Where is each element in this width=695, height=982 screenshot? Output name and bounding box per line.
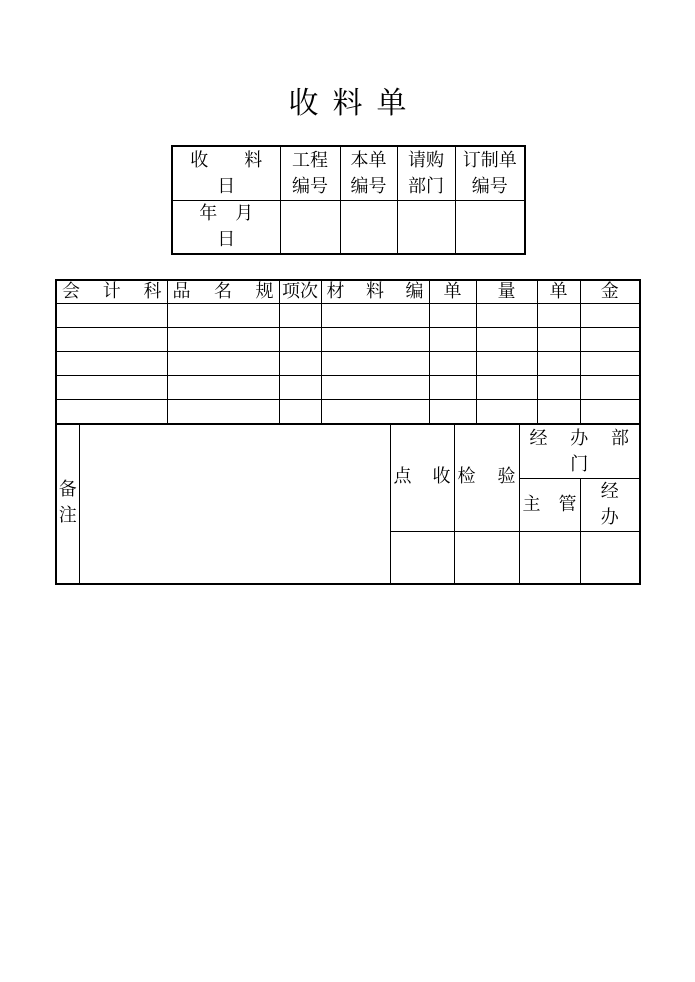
count-receive-char: 收 [432, 466, 451, 487]
table-cell[interactable] [537, 376, 580, 400]
table-cell[interactable] [476, 328, 537, 352]
table-cell[interactable] [580, 352, 640, 376]
handling-dept-char: 部 [611, 428, 629, 449]
supervisor-header [519, 479, 580, 532]
table-cell[interactable] [279, 352, 321, 376]
table-cell[interactable] [580, 400, 640, 425]
receipt-date-header-line2: 日 [217, 176, 236, 197]
table-cell[interactable] [537, 400, 580, 425]
inspection-header [454, 424, 519, 532]
count-receive-sign-cell[interactable] [390, 532, 454, 584]
table-cell[interactable] [167, 376, 279, 400]
col-amount-header: 金 [580, 280, 640, 304]
col-account-char: 会 [62, 281, 80, 302]
table-cell[interactable] [580, 304, 640, 328]
handling-dept-char: 经 [529, 428, 548, 449]
handling-dept-char: 门 [570, 454, 589, 475]
table-cell[interactable] [537, 328, 580, 352]
supervisor-char: 管 [558, 494, 577, 515]
handler-char: 办 [600, 507, 619, 528]
table-cell[interactable] [476, 304, 537, 328]
project-no-header-line1: 工程 [292, 150, 328, 171]
col-product-char: 名 [214, 281, 232, 302]
table-row [56, 328, 640, 352]
order-no-header-line2: 编号 [471, 176, 508, 197]
receipt-date-cell[interactable] [172, 201, 280, 255]
supervisor-char: 主 [522, 494, 541, 515]
table-cell[interactable] [321, 328, 429, 352]
col-quantity-header: 量 [476, 280, 537, 304]
inspection-char: 检 [457, 466, 476, 487]
order-no-cell[interactable] [455, 201, 525, 255]
table-cell[interactable] [279, 328, 321, 352]
handling-dept-header [519, 424, 640, 479]
date-year-month-label: 年 月 [199, 203, 254, 224]
table-cell[interactable] [476, 376, 537, 400]
table-cell[interactable] [476, 400, 537, 425]
col-unit-price-header: 单 [537, 280, 580, 304]
remark-field[interactable] [79, 424, 390, 584]
col-product-char: 品 [172, 281, 191, 302]
table-cell[interactable] [476, 352, 537, 376]
table-row [56, 376, 640, 400]
table-row [56, 400, 640, 425]
table-cell[interactable] [537, 352, 580, 376]
doc-no-header [340, 146, 397, 201]
remark-label [56, 424, 79, 584]
doc-no-cell[interactable] [340, 201, 397, 255]
table-cell[interactable] [56, 352, 167, 376]
table-cell[interactable] [167, 352, 279, 376]
col-account-header [56, 280, 167, 304]
remarks-signoff-table [55, 423, 641, 585]
requesting-dept-cell[interactable] [397, 201, 455, 255]
table-cell[interactable] [56, 328, 167, 352]
receipt-date-header [172, 146, 280, 201]
col-unit-header: 单 [429, 280, 476, 304]
col-account-char: 计 [102, 281, 121, 302]
table-cell[interactable] [580, 376, 640, 400]
table-cell[interactable] [56, 304, 167, 328]
doc-no-header-line1: 本单 [350, 150, 387, 171]
count-receive-char: 点 [393, 466, 412, 487]
table-cell[interactable] [537, 304, 580, 328]
order-no-header-line1: 订制单 [462, 150, 517, 171]
order-no-header [455, 146, 525, 201]
remark-label-char: 备 [58, 479, 77, 501]
table-cell[interactable] [279, 400, 321, 425]
table-cell[interactable] [580, 328, 640, 352]
supervisor-sign-cell[interactable] [519, 532, 580, 584]
col-item-no-header: 项次 [279, 280, 321, 304]
requesting-dept-header-line2: 部门 [408, 176, 444, 197]
col-account-char: 科 [143, 281, 162, 302]
col-material-char: 材 [326, 281, 345, 302]
remark-label-char: 注 [58, 505, 77, 527]
date-day-label: 日 [217, 229, 236, 250]
table-cell[interactable] [279, 376, 321, 400]
col-product-char: 规 [255, 281, 274, 302]
handler-header [580, 479, 640, 532]
project-no-cell[interactable] [280, 201, 340, 255]
table-cell[interactable] [321, 352, 429, 376]
receipt-date-header-line1: 收 料 [190, 150, 263, 171]
table-row [56, 304, 640, 328]
table-row [56, 352, 640, 376]
doc-no-header-line2: 编号 [350, 176, 387, 197]
table-cell[interactable] [167, 304, 279, 328]
material-items-table [55, 279, 641, 425]
requesting-dept-header-line1: 请购 [408, 150, 444, 171]
table-cell[interactable] [167, 328, 279, 352]
count-receive-header [390, 424, 454, 532]
project-no-header-line2: 编号 [292, 176, 328, 197]
table-cell[interactable] [321, 376, 429, 400]
inspection-sign-cell[interactable] [454, 532, 519, 584]
table-cell[interactable] [56, 376, 167, 400]
table-cell[interactable] [429, 304, 476, 328]
handler-char: 经 [600, 481, 619, 502]
table-cell[interactable] [321, 400, 429, 425]
receipt-info-table [171, 145, 526, 255]
table-cell[interactable] [167, 400, 279, 425]
col-material-char: 编 [405, 281, 424, 302]
handling-dept-char: 办 [570, 428, 589, 449]
handler-sign-cell[interactable] [580, 532, 640, 584]
project-no-header [280, 146, 340, 201]
col-product-header [167, 280, 279, 304]
table-cell[interactable] [429, 400, 476, 425]
inspection-char: 验 [497, 466, 516, 487]
requesting-dept-header [397, 146, 455, 201]
table-cell[interactable] [56, 400, 167, 425]
table-cell[interactable] [279, 304, 321, 328]
table-cell[interactable] [429, 328, 476, 352]
col-material-header [321, 280, 429, 304]
page-title: 收料单 [288, 86, 421, 121]
table-cell[interactable] [429, 376, 476, 400]
col-material-char: 料 [366, 281, 384, 302]
table-cell[interactable] [321, 304, 429, 328]
table-cell[interactable] [429, 352, 476, 376]
